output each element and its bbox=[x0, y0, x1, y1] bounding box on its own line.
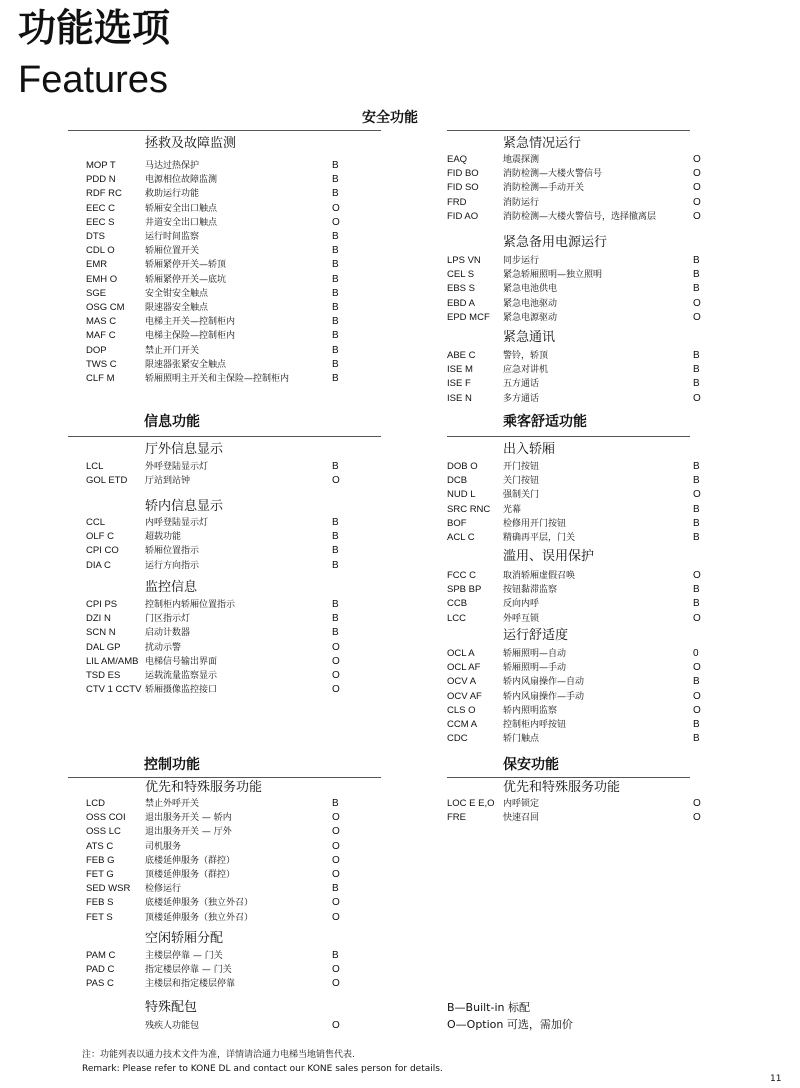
feature-code: EMR bbox=[86, 259, 108, 270]
feature-availability: B bbox=[693, 269, 700, 280]
feature-availability: B bbox=[332, 160, 339, 171]
group-title: 紧急情况运行 bbox=[503, 136, 582, 151]
feature-availability: O bbox=[693, 298, 701, 309]
feature-code: GOL ETD bbox=[86, 475, 128, 486]
feature-code: CCB bbox=[447, 598, 468, 609]
feature-description: 运行时间监察 bbox=[145, 232, 200, 242]
feature-availability: O bbox=[332, 869, 340, 880]
feature-availability: B bbox=[693, 676, 700, 687]
feature-description: 主楼层停靠 — 门关 bbox=[145, 951, 223, 961]
feature-code: FID SO bbox=[447, 182, 479, 193]
legend-item: O—Option 可选，需加价 bbox=[447, 1018, 573, 1031]
feature-description: 顶楼延伸服务（群控） bbox=[145, 870, 236, 880]
feature-code: EBD A bbox=[447, 298, 475, 309]
feature-code: FCC C bbox=[447, 570, 477, 581]
feature-code: ISE M bbox=[447, 364, 473, 375]
feature-code: FRE bbox=[447, 812, 466, 823]
group-title: 优先和特殊服务功能 bbox=[145, 780, 263, 795]
feature-description: 消防检测—大楼火警信号，选择撤离层 bbox=[503, 212, 657, 222]
feature-availability: O bbox=[332, 912, 340, 923]
feature-code: SPB BP bbox=[447, 584, 482, 595]
feature-code: ABE C bbox=[447, 350, 476, 361]
feature-availability: B bbox=[332, 373, 339, 384]
feature-code: RDF RC bbox=[86, 188, 122, 199]
feature-availability: B bbox=[332, 302, 339, 313]
feature-availability: O bbox=[332, 203, 340, 214]
feature-description: 紧急轿厢照明—独立照明 bbox=[503, 270, 603, 280]
feature-code: DCB bbox=[447, 475, 468, 486]
feature-description: 按钮黏滞监察 bbox=[503, 585, 558, 595]
legend-item: B—Built-in 标配 bbox=[447, 1001, 530, 1014]
feature-description: 厅站到站钟 bbox=[145, 476, 191, 486]
divider-info bbox=[68, 436, 381, 437]
feature-availability: O bbox=[693, 393, 701, 404]
feature-description: 救助运行功能 bbox=[145, 189, 200, 199]
feature-availability: B bbox=[332, 531, 339, 542]
feature-description: 轿厢位置开关 bbox=[145, 246, 200, 256]
page-title-cn: 功能选项 bbox=[18, 6, 171, 50]
feature-availability: B bbox=[332, 345, 339, 356]
feature-description: 扰动示警 bbox=[145, 643, 182, 653]
feature-availability: B bbox=[332, 545, 339, 556]
feature-description: 轿厢安全出口触点 bbox=[145, 204, 218, 214]
feature-description: 快速召回 bbox=[503, 813, 540, 823]
feature-code: OLF C bbox=[86, 531, 114, 542]
feature-code: OCL AF bbox=[447, 662, 481, 673]
feature-description: 消防检测—大楼火警信号 bbox=[503, 169, 603, 179]
feature-description: 马达过热保护 bbox=[145, 161, 200, 171]
feature-availability: O bbox=[332, 978, 340, 989]
feature-description: 运载流量监察显示 bbox=[145, 671, 218, 681]
feature-code: FET S bbox=[86, 912, 113, 923]
feature-availability: B bbox=[332, 330, 339, 341]
feature-availability: B bbox=[693, 378, 700, 389]
feature-availability: 0 bbox=[693, 648, 699, 659]
feature-description: 轿厢照明—自动 bbox=[503, 649, 567, 659]
feature-code: DTS bbox=[86, 231, 105, 242]
feature-code: EAQ bbox=[447, 154, 468, 165]
feature-description: 消防检测—手动开关 bbox=[503, 183, 585, 193]
feature-code: ISE F bbox=[447, 378, 471, 389]
feature-code: FET G bbox=[86, 869, 114, 880]
feature-code: ACL C bbox=[447, 532, 475, 543]
feature-description: 紧急电池驱动 bbox=[503, 299, 558, 309]
feature-code: OCV AF bbox=[447, 691, 482, 702]
feature-code: OSG CM bbox=[86, 302, 125, 313]
feature-availability: B bbox=[693, 283, 700, 294]
feature-description: 内呼登陆显示灯 bbox=[145, 518, 209, 528]
feature-code: BOF bbox=[447, 518, 467, 529]
feature-availability: B bbox=[693, 255, 700, 266]
feature-code: PAS C bbox=[86, 978, 114, 989]
feature-availability: O bbox=[693, 613, 701, 624]
feature-description: 轿内风扇操作—自动 bbox=[503, 677, 585, 687]
remark-en: Remark: Please refer to KONE DL and contact our KONE sales person for details. bbox=[82, 1064, 443, 1074]
feature-availability: O bbox=[332, 217, 340, 228]
feature-description: 检修运行 bbox=[145, 884, 182, 894]
section-heading: 控制功能 bbox=[144, 757, 200, 773]
feature-description: 反向内呼 bbox=[503, 599, 540, 609]
feature-availability: B bbox=[332, 245, 339, 256]
feature-availability: B bbox=[332, 613, 339, 624]
feature-code: OCV A bbox=[447, 676, 477, 687]
divider-comfort bbox=[447, 436, 690, 437]
group-title: 轿内信息显示 bbox=[145, 499, 224, 514]
feature-availability: O bbox=[693, 211, 701, 222]
feature-availability: B bbox=[693, 518, 700, 529]
feature-code: FRD bbox=[447, 197, 467, 208]
feature-description: 控制柜内轿厢位置指示 bbox=[145, 600, 236, 610]
feature-code: CTV 1 CCTV bbox=[86, 684, 142, 695]
feature-availability: B bbox=[332, 274, 339, 285]
group-title: 滥用、误用保护 bbox=[503, 549, 595, 564]
feature-description: 精确再平层，门关 bbox=[503, 533, 576, 543]
group-title: 监控信息 bbox=[145, 580, 198, 595]
feature-description: 关门按钮 bbox=[503, 476, 540, 486]
feature-availability: B bbox=[693, 504, 700, 515]
feature-description: 五方通话 bbox=[503, 379, 540, 389]
feature-description: 司机服务 bbox=[145, 842, 182, 852]
feature-description: 超载功能 bbox=[145, 532, 182, 542]
feature-description: 开门按钮 bbox=[503, 462, 540, 472]
feature-code: SCN N bbox=[86, 627, 116, 638]
feature-code: OCL A bbox=[447, 648, 475, 659]
feature-description: 电梯主保险—控制柜内 bbox=[145, 331, 236, 341]
feature-availability: B bbox=[332, 188, 339, 199]
group-title: 紧急通讯 bbox=[503, 330, 556, 345]
feature-availability: B bbox=[332, 599, 339, 610]
feature-description: 控制柜内呼按钮 bbox=[503, 720, 567, 730]
feature-code: MOP T bbox=[86, 160, 116, 171]
feature-availability: O bbox=[332, 841, 340, 852]
feature-availability: O bbox=[332, 656, 340, 667]
feature-description: 运行方向指示 bbox=[145, 561, 200, 571]
feature-description: 多方通话 bbox=[503, 394, 540, 404]
feature-availability: O bbox=[693, 705, 701, 716]
feature-availability: B bbox=[693, 475, 700, 486]
feature-description: 主楼层和指定楼层停靠 bbox=[145, 979, 236, 989]
feature-code: CEL S bbox=[447, 269, 475, 280]
feature-code: LCL bbox=[86, 461, 104, 472]
feature-code: LIL AM/AMB bbox=[86, 656, 139, 667]
feature-description: 轿内风扇操作—手动 bbox=[503, 692, 585, 702]
feature-description: 底楼延伸服务（独立外召） bbox=[145, 898, 254, 908]
feature-code: SED WSR bbox=[86, 883, 131, 894]
feature-availability: O bbox=[332, 826, 340, 837]
feature-availability: B bbox=[332, 798, 339, 809]
feature-code: CCM A bbox=[447, 719, 478, 730]
feature-availability: O bbox=[693, 312, 701, 323]
feature-description: 底楼延伸服务（群控） bbox=[145, 856, 236, 866]
group-title: 拯救及故障监测 bbox=[145, 136, 237, 151]
feature-code: LCC bbox=[447, 613, 467, 624]
feature-code: PAM C bbox=[86, 950, 116, 961]
feature-availability: B bbox=[332, 627, 339, 638]
feature-code: LCD bbox=[86, 798, 106, 809]
feature-code: CCL bbox=[86, 517, 106, 528]
group-title: 紧急备用电源运行 bbox=[503, 235, 608, 250]
feature-code: EPD MCF bbox=[447, 312, 490, 323]
feature-description: 电源相位故障监测 bbox=[145, 175, 218, 185]
section-heading: 保安功能 bbox=[503, 757, 559, 773]
feature-availability: B bbox=[693, 532, 700, 543]
feature-description: 轿门触点 bbox=[503, 734, 540, 744]
feature-description: 紧急电池供电 bbox=[503, 284, 558, 294]
feature-availability: O bbox=[693, 182, 701, 193]
feature-availability: O bbox=[332, 964, 340, 975]
feature-description: 轿厢摄像监控接口 bbox=[145, 685, 218, 695]
feature-code: PDD N bbox=[86, 174, 116, 185]
feature-description: 地震探测 bbox=[503, 155, 540, 165]
feature-availability: B bbox=[693, 350, 700, 361]
section-heading: 信息功能 bbox=[144, 414, 200, 430]
feature-description: 轿厢照明主开关和主保险—控制柜内 bbox=[145, 374, 290, 384]
feature-code: DOB O bbox=[447, 461, 478, 472]
feature-description: 限速器张紧安全触点 bbox=[145, 360, 227, 370]
feature-description: 紧急电源驱动 bbox=[503, 313, 558, 323]
feature-description: 强制关门 bbox=[503, 490, 540, 500]
feature-description: 轿厢紧停开关—底坑 bbox=[145, 275, 227, 285]
feature-code: PAD C bbox=[86, 964, 115, 975]
feature-description: 残疾人功能包 bbox=[145, 1021, 200, 1031]
feature-description: 检修用开门按钮 bbox=[503, 519, 567, 529]
feature-description: 退出服务开关 — 厅外 bbox=[145, 827, 232, 837]
feature-description: 电梯信号输出界面 bbox=[145, 657, 218, 667]
feature-availability: O bbox=[332, 897, 340, 908]
feature-code: CLS O bbox=[447, 705, 476, 716]
feature-code: DIA C bbox=[86, 560, 111, 571]
feature-availability: O bbox=[332, 855, 340, 866]
feature-availability: B bbox=[693, 598, 700, 609]
feature-availability: O bbox=[332, 475, 340, 486]
feature-description: 外呼互锁 bbox=[503, 614, 540, 624]
feature-availability: O bbox=[332, 1020, 340, 1031]
feature-description: 同步运行 bbox=[503, 256, 540, 266]
feature-description: 光幕 bbox=[503, 505, 522, 515]
feature-availability: O bbox=[332, 670, 340, 681]
feature-code: CDC bbox=[447, 733, 468, 744]
feature-description: 安全钳安全触点 bbox=[145, 289, 209, 299]
feature-availability: O bbox=[693, 489, 701, 500]
feature-availability: B bbox=[332, 517, 339, 528]
feature-availability: O bbox=[693, 798, 701, 809]
feature-code: NUD L bbox=[447, 489, 476, 500]
feature-availability: B bbox=[332, 174, 339, 185]
feature-availability: O bbox=[693, 168, 701, 179]
feature-code: DZI N bbox=[86, 613, 111, 624]
feature-availability: B bbox=[332, 259, 339, 270]
feature-availability: O bbox=[693, 812, 701, 823]
feature-availability: O bbox=[332, 684, 340, 695]
feature-code: LPS VN bbox=[447, 255, 481, 266]
feature-availability: B bbox=[693, 733, 700, 744]
section-heading: 乘客舒适功能 bbox=[503, 414, 587, 430]
group-title: 优先和特殊服务功能 bbox=[503, 780, 621, 795]
feature-description: 轿厢照明—手动 bbox=[503, 663, 567, 673]
feature-code: EMH O bbox=[86, 274, 118, 285]
feature-availability: B bbox=[332, 231, 339, 242]
feature-description: 轿内照明监察 bbox=[503, 706, 558, 716]
feature-code: EEC S bbox=[86, 217, 115, 228]
feature-description: 井道安全出口触点 bbox=[145, 218, 218, 228]
feature-description: 外呼登陆显示灯 bbox=[145, 462, 209, 472]
group-title: 厅外信息显示 bbox=[145, 442, 224, 457]
section-heading: 安全功能 bbox=[362, 110, 418, 126]
group-title: 运行舒适度 bbox=[503, 628, 569, 643]
feature-availability: B bbox=[332, 560, 339, 571]
remark-cn: 注：功能列表以通力技术文件为准，详情请洽通力电梯当地销售代表. bbox=[82, 1050, 355, 1060]
feature-code: OSS LC bbox=[86, 826, 121, 837]
feature-description: 门区指示灯 bbox=[145, 614, 191, 624]
feature-code: FEB S bbox=[86, 897, 114, 908]
feature-availability: B bbox=[693, 461, 700, 472]
feature-availability: B bbox=[332, 288, 339, 299]
feature-code: CDL O bbox=[86, 245, 115, 256]
feature-code: EBS S bbox=[447, 283, 475, 294]
feature-description: 消防运行 bbox=[503, 198, 540, 208]
feature-code: DOP bbox=[86, 345, 107, 356]
feature-code: TWS C bbox=[86, 359, 117, 370]
feature-description: 电梯主开关—控制柜内 bbox=[145, 317, 236, 327]
feature-code: SRC RNC bbox=[447, 504, 491, 515]
feature-code: FEB G bbox=[86, 855, 115, 866]
feature-availability: B bbox=[332, 316, 339, 327]
divider-security bbox=[447, 777, 690, 778]
feature-code: ISE N bbox=[447, 393, 472, 404]
feature-code: MAS C bbox=[86, 316, 117, 327]
feature-description: 内呼锁定 bbox=[503, 799, 540, 809]
feature-description: 禁止开门开关 bbox=[145, 346, 200, 356]
feature-description: 指定楼层停靠 — 门关 bbox=[145, 965, 232, 975]
feature-availability: B bbox=[332, 950, 339, 961]
feature-description: 退出服务开关 — 轿内 bbox=[145, 813, 232, 823]
feature-availability: B bbox=[693, 719, 700, 730]
divider-safety-right bbox=[447, 130, 690, 131]
feature-description: 限速器安全触点 bbox=[145, 303, 209, 313]
feature-description: 顶楼延伸服务（独立外召） bbox=[145, 913, 254, 923]
feature-availability: O bbox=[693, 691, 701, 702]
feature-code: ATS C bbox=[86, 841, 114, 852]
feature-availability: O bbox=[693, 197, 701, 208]
feature-code: OSS COI bbox=[86, 812, 126, 823]
feature-availability: B bbox=[332, 883, 339, 894]
feature-description: 启动计数器 bbox=[145, 628, 191, 638]
feature-description: 警铃，轿顶 bbox=[503, 351, 549, 361]
feature-availability: O bbox=[693, 154, 701, 165]
feature-description: 轿厢位置指示 bbox=[145, 546, 200, 556]
feature-code: CLF M bbox=[86, 373, 115, 384]
feature-code: MAF C bbox=[86, 330, 116, 341]
feature-availability: O bbox=[332, 812, 340, 823]
feature-availability: B bbox=[693, 364, 700, 375]
feature-availability: B bbox=[332, 461, 339, 472]
feature-code: CPI CO bbox=[86, 545, 119, 556]
page-title-en: Features bbox=[18, 59, 168, 101]
feature-availability: O bbox=[693, 662, 701, 673]
feature-description: 应急对讲机 bbox=[503, 365, 549, 375]
feature-code: EEC C bbox=[86, 203, 116, 214]
feature-availability: B bbox=[332, 359, 339, 370]
feature-availability: O bbox=[332, 642, 340, 653]
feature-code: SGE bbox=[86, 288, 107, 299]
feature-availability: B bbox=[693, 584, 700, 595]
feature-code: CPI PS bbox=[86, 599, 118, 610]
feature-code: LOC E E,O bbox=[447, 798, 495, 809]
group-title: 出入轿厢 bbox=[503, 442, 556, 457]
feature-code: TSD ES bbox=[86, 670, 121, 681]
feature-description: 轿厢紧停开关—轿顶 bbox=[145, 260, 227, 270]
group-title: 特殊配包 bbox=[145, 1000, 198, 1015]
feature-description: 取消轿厢虚假召唤 bbox=[503, 571, 576, 581]
feature-availability: O bbox=[693, 570, 701, 581]
feature-code: DAL GP bbox=[86, 642, 121, 653]
feature-code: FID BO bbox=[447, 168, 479, 179]
divider-safety-left bbox=[68, 130, 381, 131]
page-number: 11 bbox=[770, 1074, 782, 1084]
feature-code: FID AO bbox=[447, 211, 479, 222]
feature-description: 禁止外呼开关 bbox=[145, 799, 200, 809]
group-title: 空闲轿厢分配 bbox=[145, 931, 224, 946]
divider-control bbox=[68, 777, 381, 778]
